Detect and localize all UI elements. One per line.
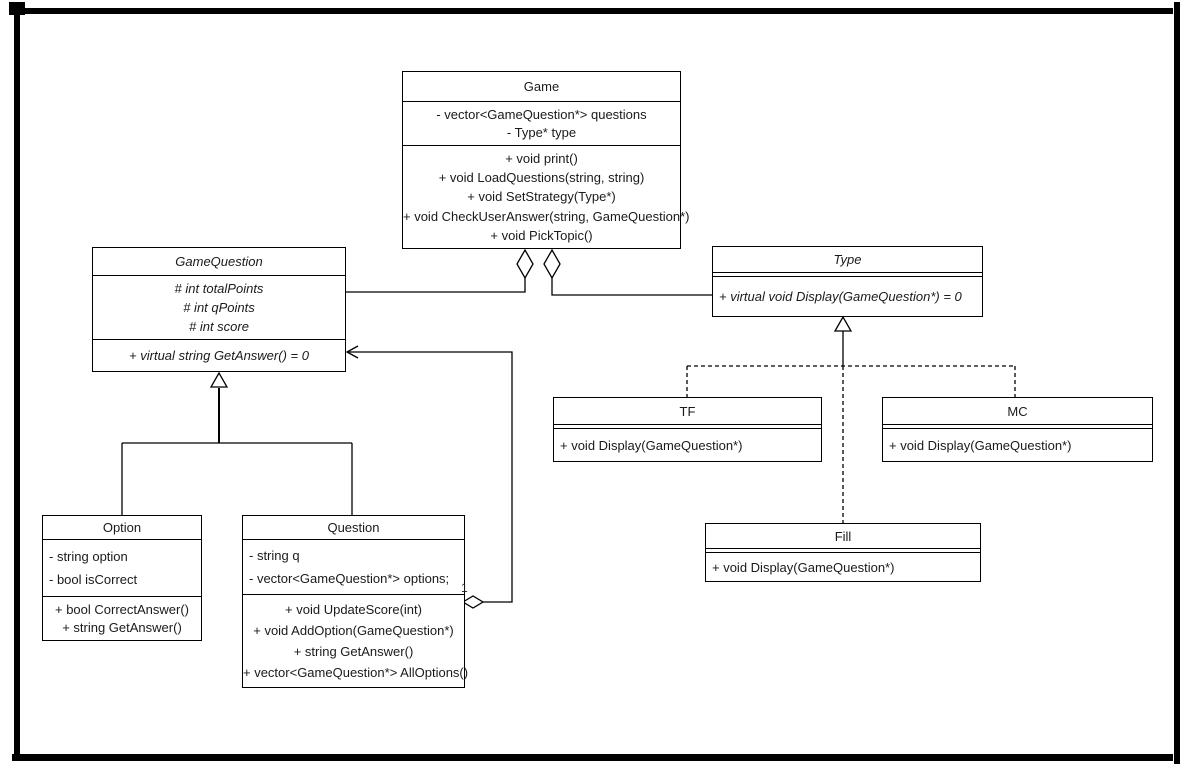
aggregation-line-game-gamequestion <box>346 277 525 292</box>
method-row: + virtual string GetAnswer() = 0 <box>129 348 309 363</box>
class-box-mc[interactable] <box>882 397 1153 462</box>
class-title: Fill <box>834 528 852 544</box>
attribute-row: # int totalPoints <box>174 281 264 296</box>
method-row: + void Display(GameQuestion*) <box>889 437 1072 453</box>
method-row: + void SetStrategy(Type*) <box>467 189 616 205</box>
class-title: Question <box>327 520 380 535</box>
multiplicity-label: 1 <box>461 581 468 595</box>
attributes-compartment <box>403 101 680 145</box>
aggregation-diamond-icon <box>517 250 533 278</box>
method-row: + void Display(GameQuestion*) <box>712 559 895 575</box>
method-row: + string GetAnswer() <box>62 620 182 636</box>
page-border-top <box>14 8 1173 14</box>
methods-compartment <box>93 339 345 371</box>
aggregation-line-game-type <box>552 277 712 295</box>
methods-compartment <box>554 428 821 461</box>
class-box-type[interactable] <box>712 246 983 317</box>
class-box-option[interactable] <box>42 515 202 641</box>
attribute-row: # int qPoints <box>183 300 255 315</box>
method-row: + void PickTopic() <box>490 227 593 243</box>
class-title: MC <box>1007 403 1028 419</box>
attribute-row: - Type* type <box>506 125 577 141</box>
attributes-compartment <box>243 539 464 594</box>
class-box-question[interactable] <box>242 515 469 688</box>
attributes-compartment <box>43 539 201 596</box>
aggregation-diamond-icon <box>463 596 483 608</box>
class-box-gamequestion[interactable] <box>92 247 346 372</box>
class-title: GameQuestion <box>175 254 263 269</box>
method-row: + void LoadQuestions(string, string) <box>438 170 645 186</box>
attribute-row: - vector<GameQuestion*> questions <box>436 106 647 122</box>
attribute-row: - vector<GameQuestion*> options; <box>249 570 450 586</box>
class-box-tf[interactable] <box>553 397 822 462</box>
method-row: + vector<GameQuestion*> AllOptions() <box>243 665 469 680</box>
methods-compartment <box>43 596 201 640</box>
methods-compartment <box>883 428 1152 461</box>
inheritance-triangle-icon <box>835 317 851 331</box>
page-border-bottom <box>12 754 1173 761</box>
methods-compartment <box>243 594 469 687</box>
page-border-left <box>14 8 20 756</box>
method-row: + string GetAnswer() <box>293 644 414 659</box>
attribute-row: # int score <box>189 319 249 334</box>
method-row: + void UpdateScore(int) <box>285 602 422 617</box>
method-row: + void print() <box>505 151 578 167</box>
page-border-corner-knob <box>9 2 25 15</box>
attribute-row: - string option <box>49 549 128 564</box>
class-title: Option <box>102 520 142 535</box>
method-row: + void CheckUserAnswer(string, GameQuestion*) <box>403 208 690 224</box>
methods-compartment <box>713 276 982 316</box>
attribute-row: - string q <box>249 548 300 564</box>
method-row: + bool CorrectAnswer() <box>54 601 190 617</box>
method-row: + void AddOption(GameQuestion*) <box>253 623 454 638</box>
methods-compartment <box>403 145 690 248</box>
class-title: Type <box>833 252 862 267</box>
methods-compartment <box>706 552 980 581</box>
class-title: TF <box>679 403 696 419</box>
attribute-row: - bool isCorrect <box>49 572 138 587</box>
class-box-game[interactable] <box>402 71 690 249</box>
class-box-fill[interactable] <box>705 523 981 582</box>
class-title: Game <box>523 79 560 94</box>
method-row: + void Display(GameQuestion*) <box>560 437 743 453</box>
method-row: + virtual void Display(GameQuestion*) = 0 <box>719 289 962 304</box>
page-border-right <box>1174 2 1180 764</box>
inheritance-triangle-icon <box>211 373 227 387</box>
attributes-compartment <box>93 275 345 339</box>
aggregation-diamond-icon <box>544 250 560 278</box>
